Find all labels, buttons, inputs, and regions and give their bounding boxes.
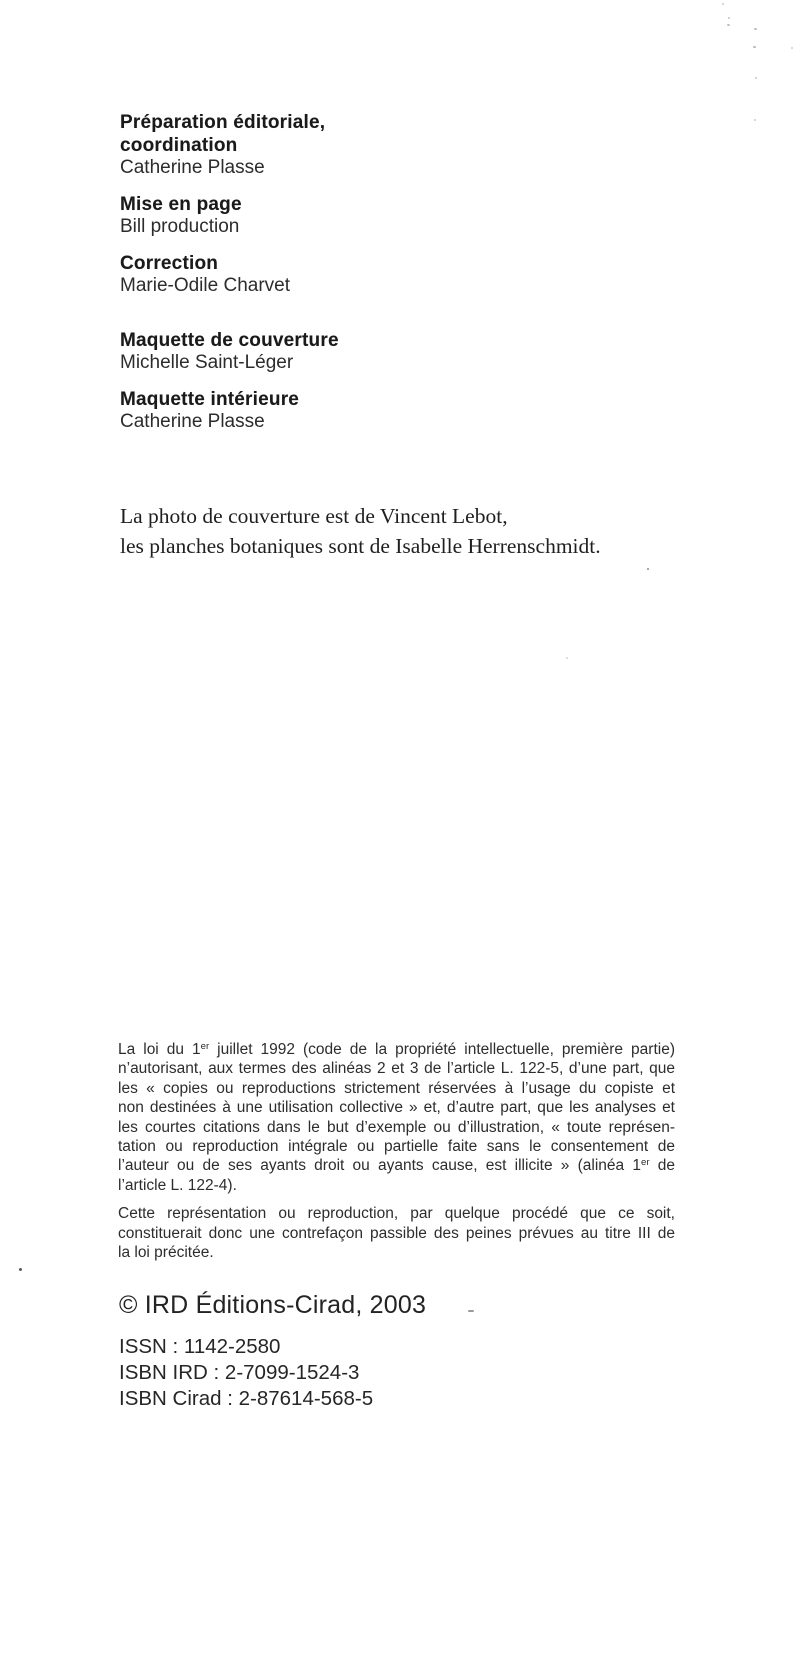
scan-speckle	[566, 657, 568, 659]
legal-text	[118, 1040, 675, 1262]
credit-group	[120, 112, 400, 180]
scan-speckle	[722, 3, 724, 5]
credit-person-name: Catherine Plasse	[120, 157, 265, 178]
credit-role-label: coordination	[120, 134, 238, 156]
scan-speckle	[755, 77, 757, 79]
legal-line: tation ou reproduction intégrale ou partielle faite sans le consentement de	[118, 1138, 675, 1156]
scan-speckle	[754, 28, 757, 30]
legal-paragraph	[118, 1204, 675, 1262]
scan-speckle	[753, 46, 756, 48]
credit-role-label: Maquette de couverture	[120, 329, 339, 351]
credit-person-name: Marie-Odile Charvet	[120, 275, 290, 296]
legal-line: les « copies ou reproductions strictement réservées à l’usage du copiste et	[118, 1079, 675, 1097]
legal-line: Cette représentation ou reproduction, par quelque procédé que ce soit,	[118, 1205, 675, 1223]
scan-speckle	[647, 568, 649, 570]
credits-block	[120, 112, 400, 448]
credit-group	[120, 253, 400, 298]
legal-line: l’article L. 122-4).	[118, 1176, 237, 1194]
isbn-ird-line: ISBN IRD : 2-7099-1524-3	[119, 1361, 360, 1384]
scan-speckle	[19, 1268, 22, 1271]
scan-speckle	[728, 17, 730, 19]
credit-group	[120, 330, 400, 375]
scan-speckle	[791, 47, 793, 49]
credit-group	[120, 194, 400, 239]
cover-photo-note	[120, 501, 720, 561]
isbn-cirad-line: ISBN Cirad : 2-87614-568-5	[119, 1387, 374, 1410]
legal-line: La loi du 1er juillet 1992 (code de la propriété intellectuelle, première partie)	[118, 1041, 675, 1058]
scan-speckle	[754, 119, 756, 121]
publication-identifiers	[119, 1334, 373, 1412]
credit-role-label: Préparation éditoriale,	[120, 112, 326, 133]
legal-line: les courtes citations dans le but d’exemple ou d’illustration, « toute représen-	[118, 1118, 675, 1136]
credit-role-label: Correction	[120, 252, 219, 274]
scan-speckle	[727, 24, 730, 26]
cover-note-line: les planches botaniques sont de Isabelle Herrenschmidt.	[120, 534, 601, 558]
credit-group	[120, 389, 400, 434]
legal-line: n’autorisant, aux termes des alinéas 2 et 3 de l’article L. 122-5, d’une part, que	[118, 1060, 675, 1078]
legal-line: constituerait donc une contrefaçon passible des peines prévues au titre III de	[118, 1224, 675, 1242]
credit-role-label: Maquette intérieure	[120, 388, 300, 410]
legal-line: la loi précitée.	[118, 1244, 214, 1262]
credit-person-name: Bill production	[120, 216, 240, 237]
issn-line: ISSN : 1142-2580	[119, 1335, 281, 1358]
legal-paragraph	[118, 1040, 675, 1195]
credit-role-label: Mise en page	[120, 193, 242, 215]
legal-line: l’auteur ou de ses ayants droit ou ayants cause, est illicite » (alinéa 1er de	[118, 1157, 675, 1175]
copyright-line: © IRD Éditions-Cirad, 2003	[119, 1291, 427, 1319]
credit-person-name: Catherine Plasse	[120, 411, 265, 432]
cover-note-line: La photo de couverture est de Vincent Lebot,	[120, 504, 508, 528]
scan-speckle	[468, 1310, 474, 1312]
credit-person-name: Michelle Saint-Léger	[120, 352, 294, 373]
legal-line: non destinées à une utilisation collective » et, d’autre part, que les analyses et	[118, 1099, 675, 1117]
